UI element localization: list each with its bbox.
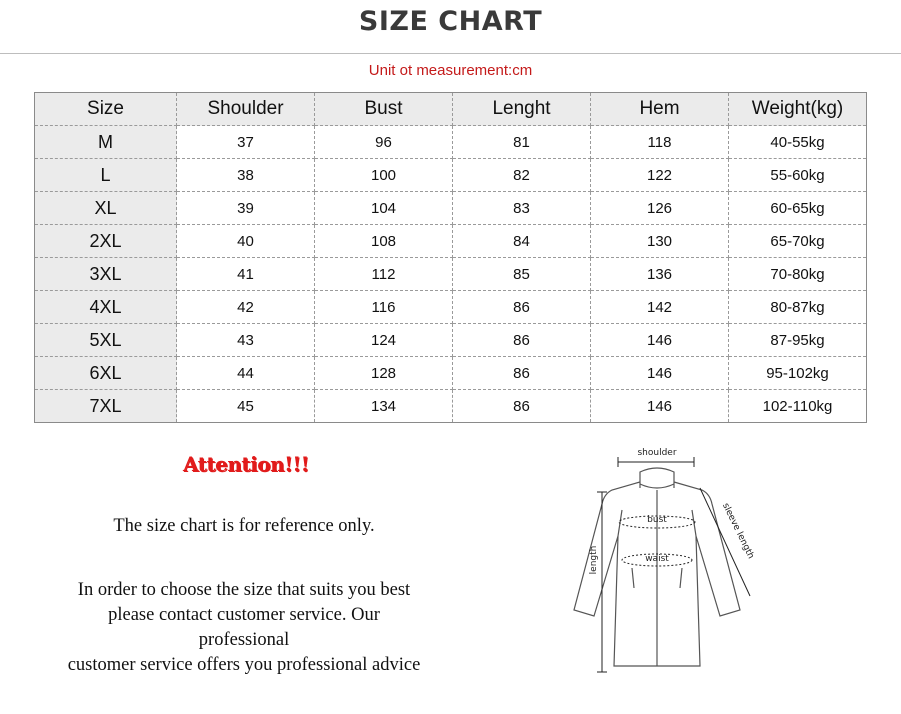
table-cell: 41 [177, 258, 315, 291]
size-chart-table [34, 92, 867, 423]
table-cell: 81 [453, 126, 591, 159]
table-row [35, 357, 867, 390]
table-cell: 86 [453, 291, 591, 324]
size-cell: M [35, 126, 177, 159]
table-cell: 146 [591, 357, 729, 390]
table-row [35, 225, 867, 258]
table-row [35, 390, 867, 423]
table-row [35, 324, 867, 357]
size-cell: L [35, 159, 177, 192]
advice-line: professional [198, 630, 290, 650]
header-bust: Bust [315, 93, 453, 126]
table-cell: 86 [453, 357, 591, 390]
table-cell: 126 [591, 192, 729, 225]
header-size: Size [35, 93, 177, 126]
bust-label: bust [647, 515, 667, 525]
table-cell: 84 [453, 225, 591, 258]
size-cell: 2XL [35, 225, 177, 258]
table-cell: 118 [591, 126, 729, 159]
table-cell: 43 [177, 324, 315, 357]
table-cell: 37 [177, 126, 315, 159]
table-cell: 44 [177, 357, 315, 390]
table-cell: 85 [453, 258, 591, 291]
table-cell: 82 [453, 159, 591, 192]
header-shoulder: Shoulder [177, 93, 315, 126]
table-cell: 104 [315, 192, 453, 225]
table-cell: 86 [453, 390, 591, 423]
shoulder-label: shoulder [637, 448, 677, 458]
length-label: length [589, 545, 599, 575]
size-cell: XL [35, 192, 177, 225]
table-row [35, 192, 867, 225]
table-cell: 112 [315, 258, 453, 291]
table-cell: 38 [177, 159, 315, 192]
table-cell: 40 [177, 225, 315, 258]
size-cell: 4XL [35, 291, 177, 324]
table-row [35, 159, 867, 192]
table-cell: 65-70kg [729, 225, 867, 258]
table-row [35, 291, 867, 324]
table-cell: 87-95kg [729, 324, 867, 357]
table-cell: 95-102kg [729, 357, 867, 390]
table-cell: 86 [453, 324, 591, 357]
table-cell: 83 [453, 192, 591, 225]
table-row [35, 126, 867, 159]
advice-line: please contact customer service. Our [108, 605, 380, 625]
table-cell: 55-60kg [729, 159, 867, 192]
table-cell: 116 [315, 291, 453, 324]
measurement-guides [597, 457, 750, 672]
coat-measurement-diagram [560, 440, 760, 680]
table-cell: 136 [591, 258, 729, 291]
table-cell: 40-55kg [729, 126, 867, 159]
size-cell: 3XL [35, 258, 177, 291]
title-divider [0, 53, 901, 54]
table-header-row [35, 93, 867, 126]
reference-note: The size chart is for reference only. [113, 516, 375, 536]
header-hem: Hem [591, 93, 729, 126]
table-cell: 146 [591, 324, 729, 357]
attention-heading: Attention!!! [183, 452, 309, 476]
waist-label: waist [645, 554, 669, 564]
size-cell: 6XL [35, 357, 177, 390]
header-length: Lenght [453, 93, 591, 126]
table-cell: 39 [177, 192, 315, 225]
table-cell: 70-80kg [729, 258, 867, 291]
table-cell: 134 [315, 390, 453, 423]
table-cell: 96 [315, 126, 453, 159]
size-cell: 5XL [35, 324, 177, 357]
table-cell: 60-65kg [729, 192, 867, 225]
advice-line: In order to choose the size that suits you best [77, 580, 411, 600]
table-row [35, 258, 867, 291]
table-cell: 130 [591, 225, 729, 258]
sleeve-length-label: sleeve length [720, 501, 756, 561]
table-cell: 102-110kg [729, 390, 867, 423]
unit-note: Unit ot measurement:cm [368, 62, 533, 79]
table-cell: 124 [315, 324, 453, 357]
table-cell: 142 [591, 291, 729, 324]
table-cell: 146 [591, 390, 729, 423]
advice-note [0, 578, 488, 678]
table-cell: 42 [177, 291, 315, 324]
table-cell: 80-87kg [729, 291, 867, 324]
table-cell: 45 [177, 390, 315, 423]
table-cell: 128 [315, 357, 453, 390]
size-cell: 7XL [35, 390, 177, 423]
advice-line: customer service offers you professional advice [67, 655, 421, 675]
table-cell: 108 [315, 225, 453, 258]
table-cell: 100 [315, 159, 453, 192]
header-weight: Weight(kg) [729, 93, 867, 126]
table-cell: 122 [591, 159, 729, 192]
page-title: SIZE CHART [358, 6, 543, 37]
